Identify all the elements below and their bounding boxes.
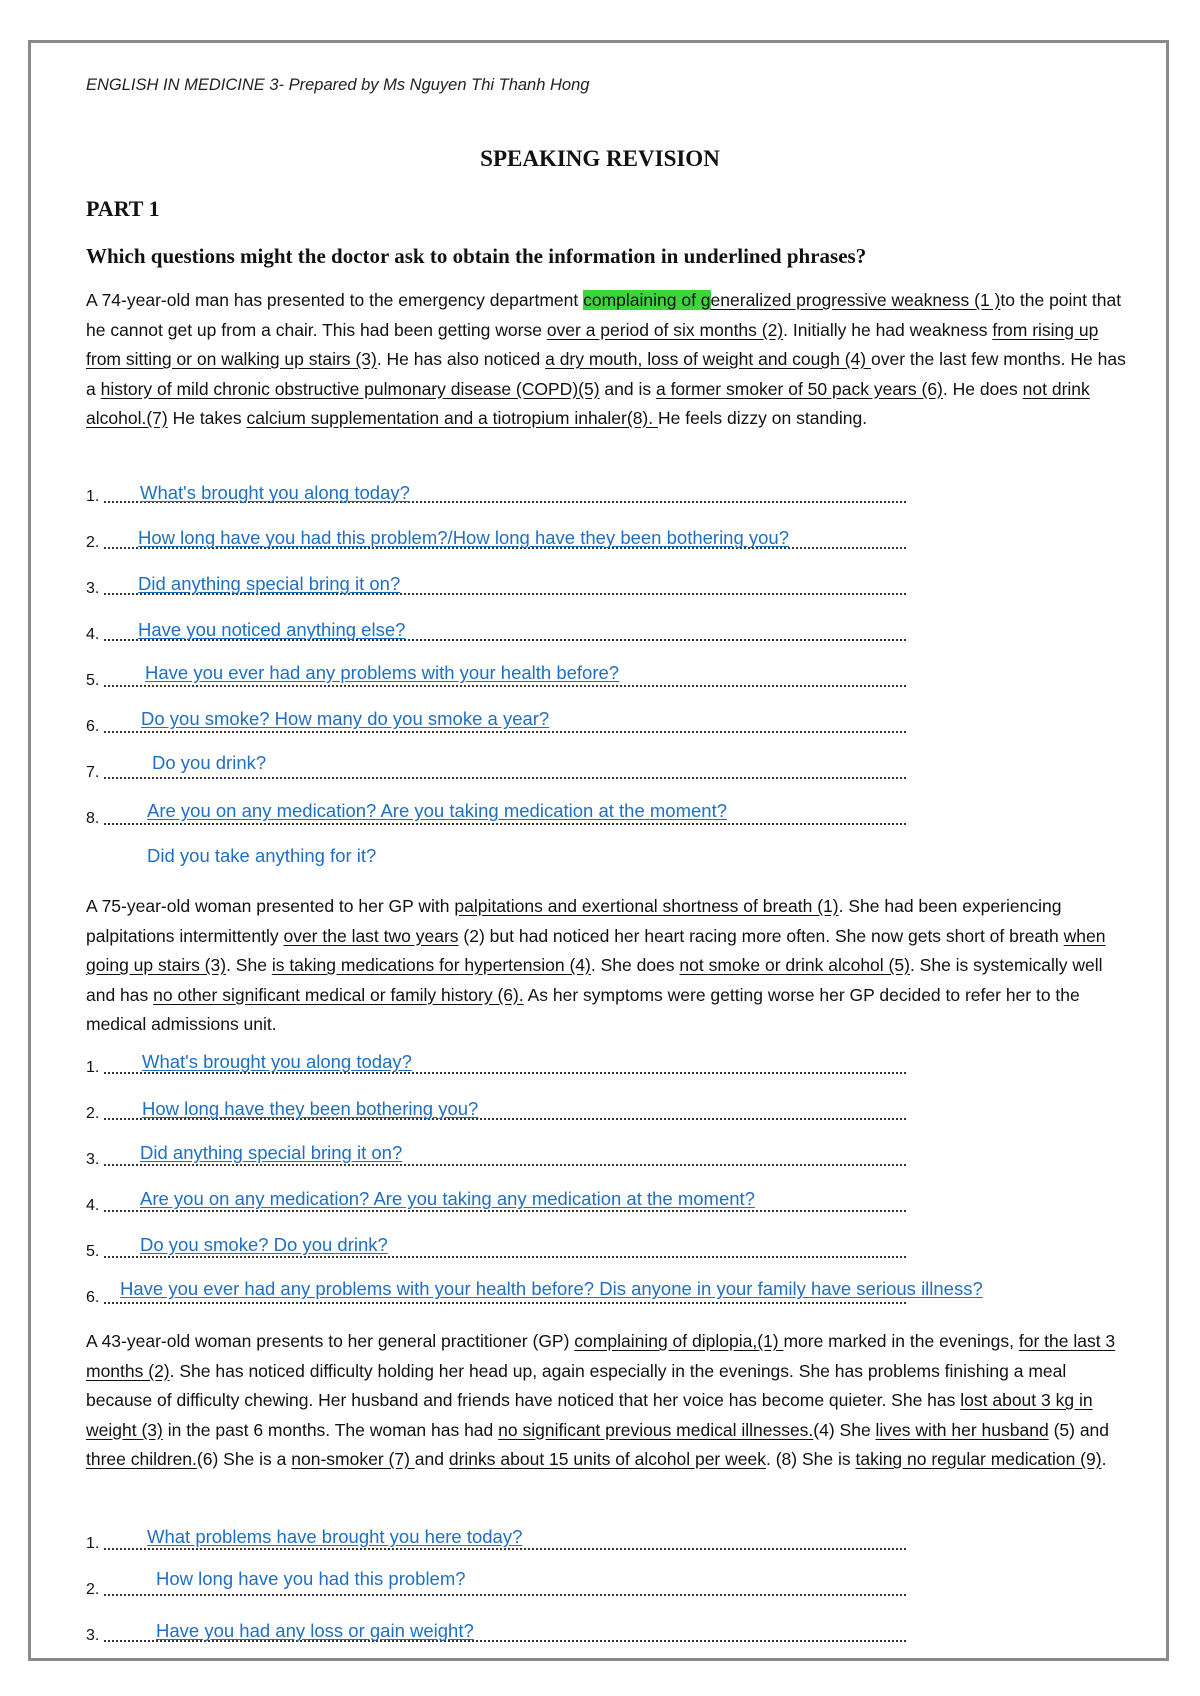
question-line: 3. xyxy=(86,1619,906,1645)
page-header: ENGLISH IN MEDICINE 3- Prepared by Ms Nguyen Thi Thanh Hong xyxy=(86,76,590,94)
answer-text: Do you smoke? How many do you smoke a year? xyxy=(141,708,550,729)
answer-text: How long have you had this problem?/How long have they been bothering you? xyxy=(138,527,790,548)
question-line: 6. xyxy=(86,710,906,736)
question-line: 3. xyxy=(86,1143,906,1169)
case3-paragraph: A 43-year-old woman presents to her general practitioner (GP) complaining of diplopia,(1) more marked in the evenings, for the last 3 months (2). She has noticed difficulty holding her head up, again especially in the evenings. She has problems finishing a meal because of difficulty chewing. Her husband and friends have noticed that her voice has become quieter. She has lost about 3 kg in weight (3) in the past 6 months. The woman has had no significant previous medical illnesses.(4) She lives with her husband (5) and three children.(6) She is a non-smoker (7) and drinks about 15 units of alcohol per week. (8) She is taking no regular medication (9). xyxy=(86,1331,1116,1469)
answer-text: Do you drink? xyxy=(152,752,267,773)
answer-text-extra: Did you take anything for it? xyxy=(147,845,377,866)
question-line: 2. xyxy=(86,1573,906,1599)
answer-text: Are you on any medication? Are you taking any medication at the moment? xyxy=(140,1188,755,1209)
question-line: 4. xyxy=(86,618,906,644)
question-line: 4. xyxy=(86,1189,906,1215)
question-line: 2. xyxy=(86,1097,906,1123)
answer-text: Have you ever had any problems with your health before? xyxy=(145,662,620,683)
part-heading: PART 1 xyxy=(86,196,160,221)
answer-text: Have you noticed anything else? xyxy=(138,619,406,640)
answer-text: How long have you had this problem? xyxy=(156,1568,466,1589)
answer-text: Are you on any medication? Are you taking medication at the moment? xyxy=(147,800,728,821)
question-line: 3. xyxy=(86,572,906,598)
question-line: 7. xyxy=(86,756,906,782)
question-line: 5. xyxy=(86,664,906,690)
question-line: 2. xyxy=(86,526,906,552)
answer-text: What's brought you along today? xyxy=(140,482,410,503)
answer-text: How long have they been bothering you? xyxy=(142,1098,479,1119)
question-line: 1. xyxy=(86,1527,906,1553)
case1-paragraph: A 74-year-old man has presented to the emergency department complaining of generalized progressive weakness (1 )to the point that he cannot get up from a chair. This had been getting worse over a period of six months (2). Initially he had weakness from rising up from sitting or on walking up stairs (3). He has also noticed a dry mouth, loss of weight and cough (4) over the last few months. He has a history of mild chronic obstructive pulmonary disease (COPD)(5) and is a former smoker of 50 pack years (6). He does not drink alcohol.(7) He takes calcium supplementation and a tiotropium inhaler(8). He feels dizzy on standing. xyxy=(86,290,1126,428)
question-line: 6. xyxy=(86,1281,906,1307)
highlight: complaining of g xyxy=(583,290,711,310)
answer-text: What's brought you along today? xyxy=(142,1051,412,1072)
answer-text: What problems have brought you here today? xyxy=(147,1526,523,1547)
answer-text: Have you had any loss or gain weight? xyxy=(156,1620,474,1641)
question-line: 8. xyxy=(86,802,906,828)
answer-text: Have you ever had any problems with your health before? Dis anyone in your family have serious illness? xyxy=(120,1278,983,1299)
case2-paragraph: A 75-year-old woman presented to her GP with palpitations and exertional shortness of breath (1). She had been experiencing palpitations intermittently over the last two years (2) but had noticed her heart racing more often. She now gets short of breath when going up stairs (3). She is taking medications for hypertension (4). She does not smoke or drink alcohol (5). She is systemically well and has no other significant medical or family history (6). As her symptoms were getting worse her GP decided to refer her to the medical admissions unit. xyxy=(86,896,1106,1034)
answer-text: Do you smoke? Do you drink? xyxy=(140,1234,388,1255)
question-line: 5. xyxy=(86,1235,906,1261)
page-title: SPEAKING REVISION xyxy=(480,146,720,171)
question-line: 1. xyxy=(86,480,906,506)
instruction: Which questions might the doctor ask to obtain the information in underlined phrases? xyxy=(86,244,867,268)
answer-text: Did anything special bring it on? xyxy=(138,573,401,594)
question-line: 1. xyxy=(86,1051,906,1077)
answer-text: Did anything special bring it on? xyxy=(140,1142,403,1163)
